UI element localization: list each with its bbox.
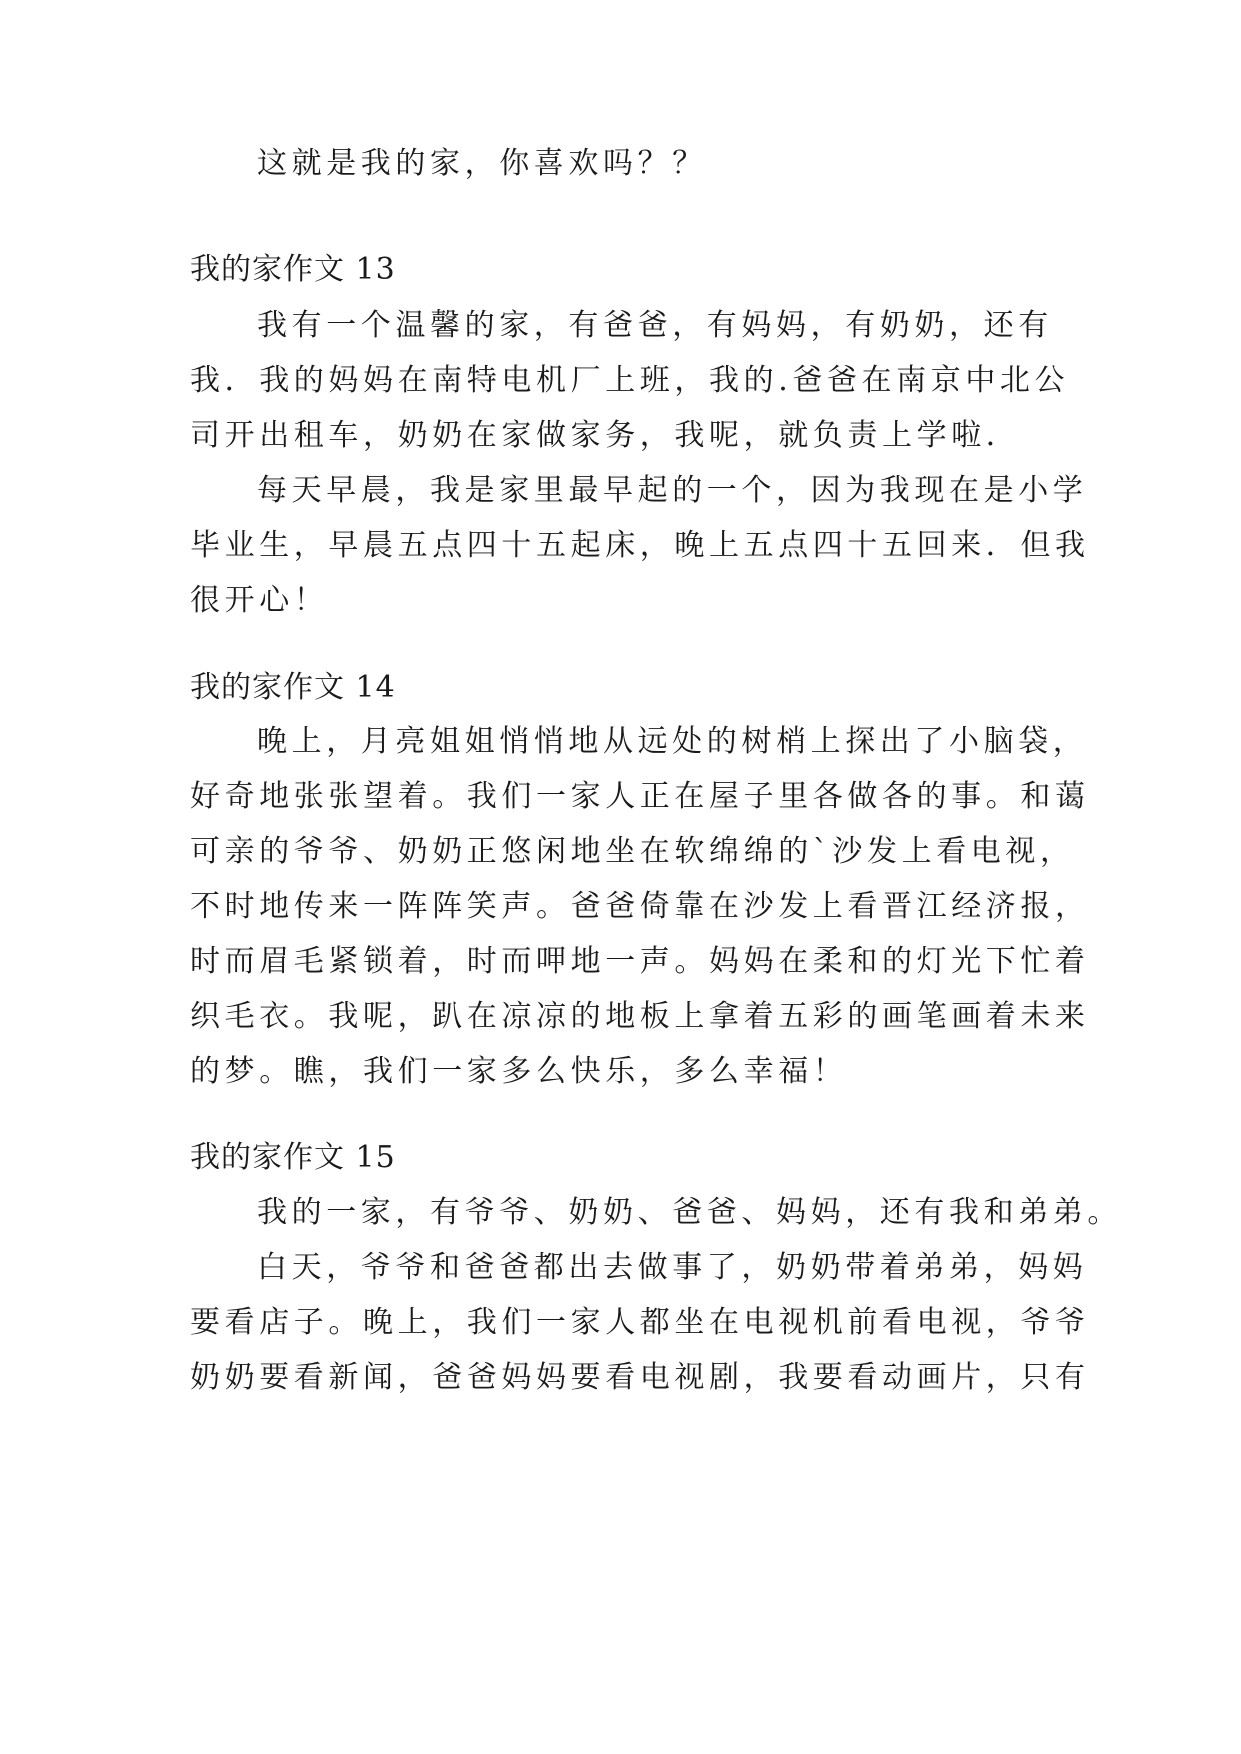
paragraph-line: 我有一个温馨的家，有爸爸，有妈妈，有奶奶，还有: [257, 308, 1053, 343]
paragraph-line: 晚上，月亮姐姐悄悄地从远处的树梢上探出了小脑袋，: [257, 724, 1088, 759]
paragraph-line: 的梦。瞧，我们一家多么快乐，多么幸福！: [190, 1054, 848, 1089]
paragraph-line: 很开心！: [190, 583, 329, 618]
paragraph-line: 织毛衣。我呢，趴在凉凉的地板上拿着五彩的画笔画着未来: [190, 999, 1090, 1034]
paragraph-line: 司开出租车，奶奶在家做家务，我呢，就负责上学啦．: [190, 418, 1021, 453]
closing-line: 这就是我的家，你喜欢吗？？: [257, 146, 707, 181]
paragraph-line: 白天，爷爷和爸爸都出去做事了，奶奶带着弟弟，妈妈: [257, 1250, 1088, 1285]
paragraph-line: 可亲的爷爷、奶奶正悠闲地坐在软绵绵的`沙发上看电视，: [190, 834, 1075, 869]
paragraph-line: 时而眉毛紧锁着，时而呷地一声。妈妈在柔和的灯光下忙着: [190, 944, 1090, 979]
paragraph-line: 奶奶要看新闻，爸爸妈妈要看电视剧，我要看动画片，只有: [190, 1360, 1090, 1395]
paragraph-line: 好奇地张张望着。我们一家人正在屋子里各做各的事。和蔼: [190, 779, 1090, 814]
paragraph-line: 每天早晨，我是家里最早起的一个，因为我现在是小学: [257, 473, 1088, 508]
paragraph-line: 我的一家，有爷爷、奶奶、爸爸、妈妈，还有我和弟弟。: [257, 1195, 1122, 1230]
section-heading-13: 我的家作文 13: [190, 252, 396, 287]
paragraph-line: 我．我的妈妈在南特电机厂上班，我的.爸爸在南京中北公: [190, 363, 1070, 398]
paragraph-line: 要看店子。晚上，我们一家人都坐在电视机前看电视，爷爷: [190, 1305, 1090, 1340]
paragraph-line: 不时地传来一阵阵笑声。爸爸倚靠在沙发上看晋江经济报，: [190, 889, 1090, 924]
section-heading-14: 我的家作文 14: [190, 670, 396, 705]
section-heading-15: 我的家作文 15: [190, 1140, 396, 1175]
paragraph-line: 毕业生，早晨五点四十五起床，晚上五点四十五回来．但我: [190, 528, 1090, 563]
